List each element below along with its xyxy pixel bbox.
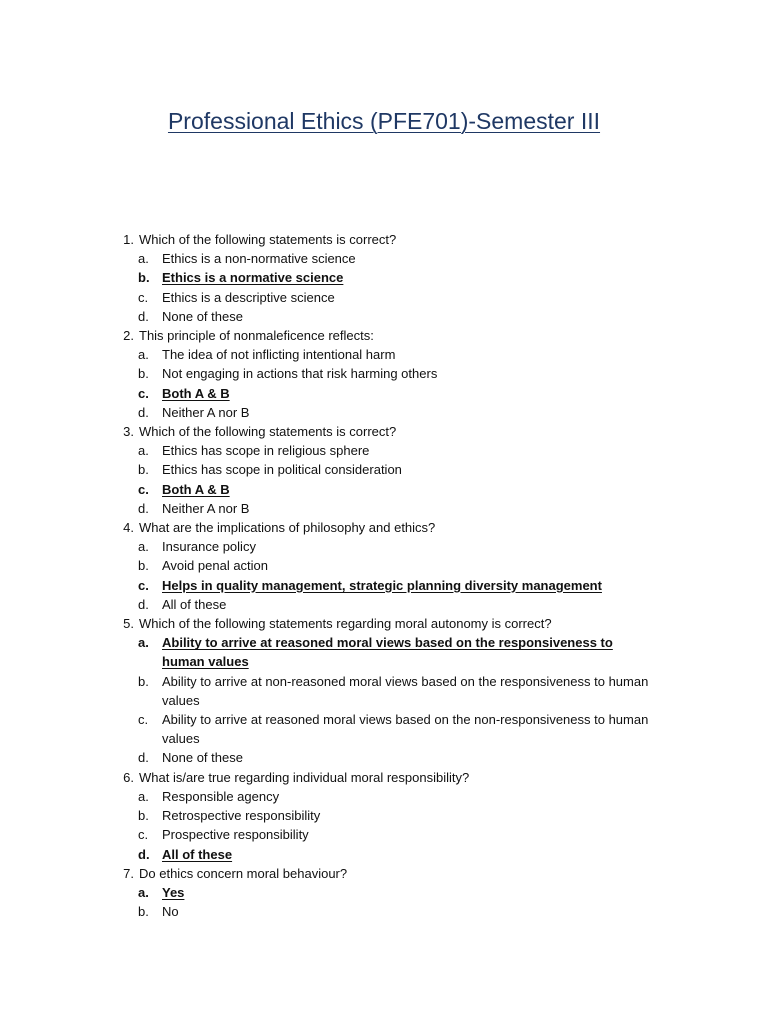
- question-number: 3.: [123, 424, 134, 440]
- answer-option: [0, 806, 768, 825]
- answer-option: [0, 441, 768, 460]
- option-letter: d.: [138, 404, 149, 420]
- question-4: [0, 518, 768, 537]
- question-number: 4.: [123, 520, 134, 536]
- option-letter: c.: [138, 481, 149, 497]
- option-text: Ethics is a descriptive science: [162, 289, 335, 305]
- question-number: 5.: [123, 616, 134, 632]
- answer-option: [0, 672, 768, 710]
- option-text: Ethics has scope in political consideration: [162, 462, 402, 478]
- question-list: [0, 230, 768, 921]
- answer-option: [0, 710, 768, 748]
- option-letter: d.: [138, 596, 149, 612]
- option-text: Ability to arrive at non-reasoned moral views based on the responsiveness to human values: [162, 673, 649, 708]
- option-letter: d.: [138, 846, 150, 862]
- option-letter: d.: [138, 750, 149, 766]
- option-letter: b.: [138, 673, 149, 689]
- option-letter: c.: [138, 289, 149, 305]
- option-letter: a.: [138, 443, 149, 459]
- option-letter: a.: [138, 347, 149, 363]
- option-letter: c.: [138, 577, 149, 593]
- option-letter: c.: [138, 385, 149, 401]
- answer-option: [0, 595, 768, 614]
- option-text: Insurance policy: [162, 539, 256, 555]
- answer-option: [0, 499, 768, 518]
- question-1: [0, 230, 768, 249]
- question-text: Do ethics concern moral behaviour?: [139, 865, 348, 881]
- correct-answer-option: [0, 480, 768, 499]
- answer-option: [0, 556, 768, 575]
- question-2: [0, 326, 768, 345]
- option-letter: b.: [138, 462, 149, 478]
- question-7: [0, 864, 768, 883]
- answer-option: [0, 307, 768, 326]
- answer-option: [0, 288, 768, 307]
- answer-option: [0, 787, 768, 806]
- question-text: Which of the following statements is correct?: [139, 424, 397, 440]
- option-text: None of these: [162, 750, 243, 766]
- option-letter: a.: [138, 788, 149, 804]
- option-text: None of these: [162, 308, 243, 324]
- option-letter: d.: [138, 308, 149, 324]
- correct-answer-option: [0, 384, 768, 403]
- correct-answer-option: [0, 268, 768, 287]
- question-number: 2.: [123, 328, 134, 344]
- option-text: Yes: [162, 884, 185, 900]
- answer-option: [0, 537, 768, 556]
- answer-option: [0, 403, 768, 422]
- option-text: All of these: [162, 846, 233, 862]
- answer-option: [0, 825, 768, 844]
- correct-answer-option: [0, 633, 768, 671]
- option-letter: b.: [138, 808, 149, 824]
- answer-option: [0, 902, 768, 921]
- option-letter: b.: [138, 270, 150, 286]
- answer-option: [0, 249, 768, 268]
- option-text: Not engaging in actions that risk harming others: [162, 366, 438, 382]
- option-text: Neither A nor B: [162, 404, 250, 420]
- option-letter: b.: [138, 558, 149, 574]
- option-text: Both A & B: [162, 385, 230, 401]
- option-text: The idea of not inflicting intentional harm: [162, 347, 396, 363]
- option-text: Ethics is a normative science: [162, 270, 344, 286]
- option-text: Ethics has scope in religious sphere: [162, 443, 370, 459]
- option-text: Both A & B: [162, 481, 230, 497]
- question-3: [0, 422, 768, 441]
- option-text: Ethics is a non-normative science: [162, 251, 356, 267]
- question-text: Which of the following statements is correct?: [139, 232, 397, 247]
- question-number: 7.: [123, 865, 134, 881]
- question-5: [0, 614, 768, 633]
- option-text: Ability to arrive at reasoned moral views based on the responsiveness to human values: [162, 635, 613, 670]
- question-text: What is/are true regarding individual moral responsibility?: [139, 769, 470, 785]
- correct-answer-option: [0, 883, 768, 902]
- answer-option: [0, 748, 768, 767]
- option-text: All of these: [162, 596, 227, 612]
- option-text: Ability to arrive at reasoned moral views based on the non-responsiveness to human values: [162, 712, 649, 747]
- option-text: Prospective responsibility: [162, 827, 309, 843]
- correct-answer-option: [0, 845, 768, 864]
- option-text: Helps in quality management, strategic planning diversity management: [162, 577, 602, 593]
- option-letter: c.: [138, 827, 149, 843]
- option-letter: a.: [138, 635, 149, 651]
- option-letter: a.: [138, 884, 149, 900]
- answer-option: [0, 345, 768, 364]
- answer-option: [0, 460, 768, 479]
- question-text: What are the implications of philosophy and ethics?: [139, 520, 436, 536]
- option-letter: b.: [138, 366, 149, 382]
- option-text: Avoid penal action: [162, 558, 269, 574]
- option-letter: b.: [138, 904, 149, 920]
- answer-option: [0, 364, 768, 383]
- question-text: This principle of nonmaleficence reflects:: [139, 328, 374, 344]
- option-text: Neither A nor B: [162, 500, 250, 516]
- correct-answer-option: [0, 576, 768, 595]
- question-number: 6.: [123, 769, 134, 785]
- option-letter: a.: [138, 251, 149, 267]
- question-number: 1.: [123, 232, 134, 247]
- option-text: Retrospective responsibility: [162, 808, 321, 824]
- question-text: Which of the following statements regarding moral autonomy is correct?: [139, 616, 552, 632]
- option-letter: c.: [138, 712, 149, 728]
- question-6: [0, 768, 768, 787]
- option-letter: a.: [138, 539, 149, 555]
- page-title: Professional Ethics (PFE701)-Semester III: [167, 108, 601, 134]
- option-letter: d.: [138, 500, 149, 516]
- option-text: No: [162, 904, 179, 920]
- option-text: Responsible agency: [162, 788, 280, 804]
